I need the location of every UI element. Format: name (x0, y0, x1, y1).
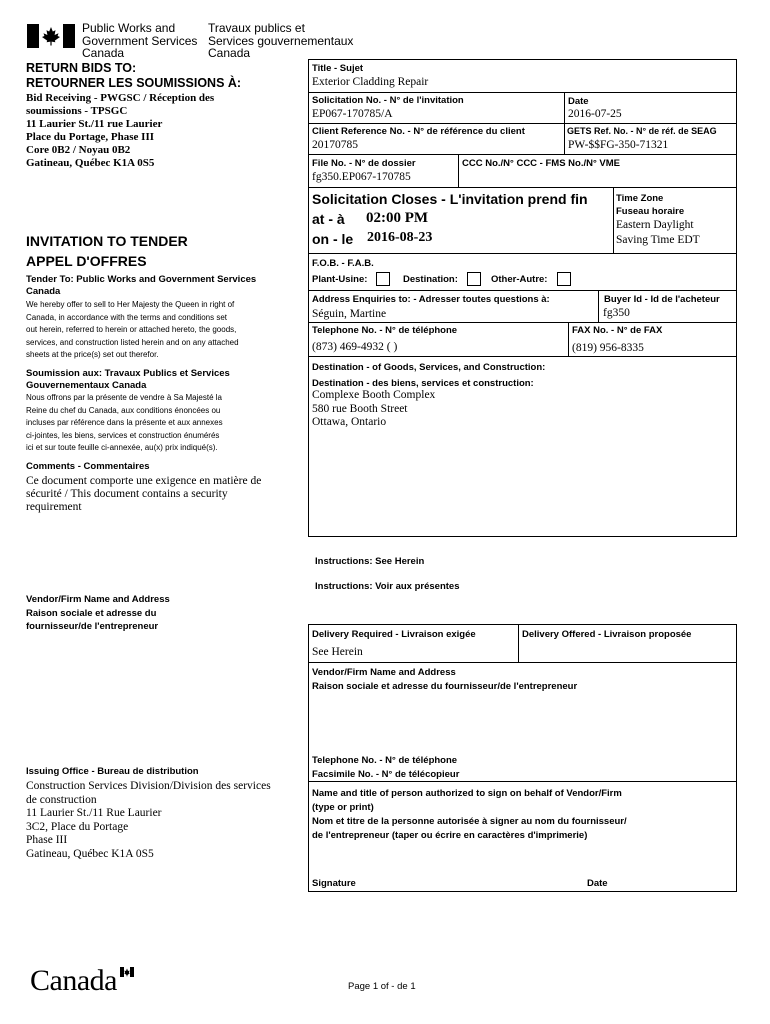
destination-goods-label: Destination - of Goods, Services, and Construction: Destination - des biens, services et construction: (312, 362, 546, 389)
other-autre-label: Other-Autre: (491, 274, 548, 285)
solicitation-closes-title: Solicitation Closes - L'invitation prend fin (312, 191, 588, 207)
vendor-telephone-fax-label: Telephone No. - N° de téléphone Facsimile No. - N° de télécopieur (312, 755, 460, 780)
soumission-heading: Soumission aux: Travaux Publics et Services Gouvernementaux Canada (26, 368, 230, 391)
delivery-required-value: See Herein (312, 646, 363, 658)
fax-value: (819) 956-8335 (572, 342, 644, 354)
time-zone-label: Time Zone Fuseau horaire (616, 193, 685, 217)
date-value: 2016-07-25 (568, 108, 622, 120)
instructions-en: Instructions: See Herein (315, 556, 425, 567)
solicitation-number-label: Solicitation No. - N° de l'invitation (312, 95, 464, 106)
authorized-person-label: Name and title of person authorized to sign on behalf of Vendor/Firm (type or print) Nom et titre de la personne autorisée à signer au nom du fournisseur/ de l'entrepreneur (taper ou écrire en caractères d'imprimerie) (312, 788, 627, 841)
department-name-fr: Travaux publics et Services gouvernementaux Canada (208, 21, 354, 60)
bid-receiving-address: Bid Receiving - PWGSC / Réception des soumissions - TPSGC 11 Laurier St./11 rue Laurier Place du Portage, Phase III Core 0B2 / Noyau 0B2 Gatineau, Québec K1A 0S5 (26, 92, 215, 169)
signature-date-label: Date (587, 878, 608, 889)
issuing-office-label: Issuing Office - Bureau de distribution (26, 766, 199, 777)
invitation-title: INVITATION TO TENDER APPEL D'OFFRES (26, 233, 188, 269)
canada-wordmark: Canada (30, 964, 117, 997)
file-number-label: File No. - N° de dossier (312, 158, 416, 169)
telephone-value: (873) 469-4932 ( ) (312, 341, 398, 353)
vendor-name-address-label: Vendor/Firm Name and Address Raison sociale et adresse du fournisseur/de l'entrepreneur (26, 594, 170, 632)
buyer-id-value: fg350 (603, 307, 630, 319)
closing-time-value: 02:00 PM (366, 210, 429, 226)
signature-label: Signature (312, 878, 356, 889)
issuing-office-address: Construction Services Division/Division des services de construction 11 Laurier St./11 Rue Laurier 3C2, Place du Portage Phase III Gatineau, Québec K1A 0S5 (26, 780, 271, 860)
instructions-fr: Instructions: Voir aux présentes (315, 581, 460, 592)
return-bids-title: RETURN BIDS TO: RETOURNER LES SOUMISSIONS À: (26, 61, 242, 90)
file-number-value: fg350.EP067-170785 (312, 171, 411, 183)
gets-reference-label: GETS Ref. No. - N° de réf. de SEAG (567, 126, 717, 136)
title-value: Exterior Cladding Repair (312, 76, 429, 88)
page-number: Page 1 of - de 1 (348, 981, 416, 992)
fob-label: F.O.B. - F.A.B. (312, 258, 374, 269)
address-enquiries-label: Address Enquiries to: - Adresser toutes questions à: (312, 294, 550, 305)
solicitation-number-value: EP067-170785/A (312, 108, 393, 120)
soumission-offer-text: Nous offrons par la présente de vendre à Sa Majesté la Reine du chef du Canada, aux conditions énoncées ou incluses par référence dans la présente et aux annexes ci-jointes, les biens, services et construction énumérés ici et sur toute feuille ci-annexée, au(x) prix indiqué(s). (26, 393, 223, 452)
destination-checkbox[interactable] (467, 272, 481, 286)
delivery-required-label: Delivery Required - Livraison exigée (312, 629, 476, 640)
canada-flag-logo (27, 24, 75, 48)
tender-to-heading: Tender To: Public Works and Government Services Canada (26, 274, 257, 297)
client-reference-value: 20170785 (312, 139, 358, 151)
telephone-label: Telephone No. - N° de téléphone (312, 325, 458, 336)
other-autre-checkbox[interactable] (557, 272, 571, 286)
title-label: Title - Sujet (312, 63, 364, 74)
wordmark-flag-icon (120, 964, 134, 974)
closing-time-label: at - à (312, 211, 345, 227)
comments-label: Comments - Commentaires (26, 461, 150, 472)
closing-date-label: on - le (312, 231, 354, 247)
address-enquiries-value: Séguin, Martine (312, 308, 387, 320)
time-zone-value: Eastern Daylight Saving Time EDT (616, 219, 700, 246)
buyer-id-label: Buyer Id - Id de l'acheteur (604, 294, 720, 305)
tender-offer-text: We hereby offer to sell to Her Majesty the Queen in right of Canada, in accordance with the terms and conditions set out herein, referred to herein or attached hereto, the goods, services, and construction listed herein and on any attached sheets at the price(s) set out therefor. (26, 300, 239, 359)
destination-label: Destination: (403, 274, 458, 285)
gets-reference-value: PW-$$FG-350-71321 (568, 139, 669, 151)
fax-label: FAX No. - N° de FAX (572, 325, 663, 336)
delivery-offered-label: Delivery Offered - Livraison proposée (522, 629, 692, 640)
vendor-firm-label: Vendor/Firm Name and Address Raison sociale et adresse du fournisseur/de l'entrepreneur (312, 667, 578, 692)
client-reference-label: Client Reference No. - N° de référence du client (312, 126, 525, 137)
closing-date-value: 2016-08-23 (367, 230, 433, 245)
ccc-number-label: CCC No./N° CCC - FMS No./N° VME (462, 158, 621, 169)
department-name-en: Public Works and Government Services Canada (82, 21, 198, 60)
comments-text: Ce document comporte une exigence en matière de sécurité / This document contains a security requirement (26, 475, 262, 513)
date-label: Date (568, 96, 589, 107)
destination-goods-address: Complexe Booth Complex 580 rue Booth Street Ottawa, Ontario (312, 389, 436, 428)
plant-usine-checkbox[interactable] (376, 272, 390, 286)
plant-usine-label: Plant-Usine: (312, 274, 368, 285)
